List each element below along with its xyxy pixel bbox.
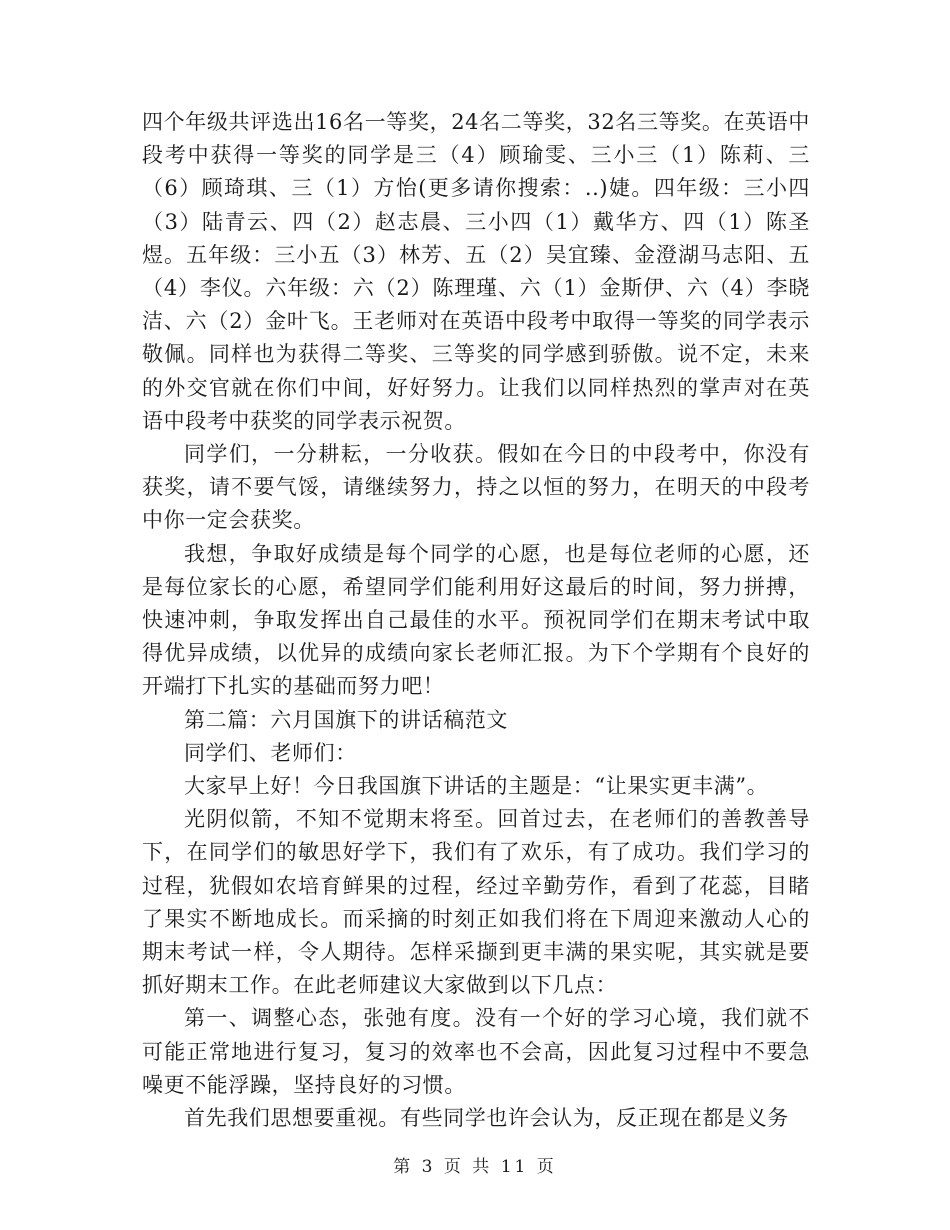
paragraph-first-of-all: 首先我们思想要重视。有些同学也许会认为，反正现在都是义务: [184, 1106, 789, 1131]
salutation: 同学们、老师们：: [184, 740, 357, 765]
paragraph-wish: 我想，争取好成绩是每个同学的心愿，也是每位老师的心愿，还是每位家长的心愿，希望同学们能利用好这最后的时间，努力拼搏，快速冲刺，争取发挥出自己最佳的水平。预祝同学们在期末考试中取得优异成绩，以优异的成绩向家长老师汇报。为下个学期有个良好的开端打下扎实的基础而努力吧！: [142, 541, 810, 699]
paragraph-greeting: 大家早上好！今日我国旗下讲话的主题是：“让果实更丰满”。: [184, 774, 769, 799]
paragraph-award-list: 四个年级共评选出16名一等奖，24名二等奖，32名三等奖。在英语中段考中获得一等奖的同学是三（4）顾瑜雯、三小三（1）陈莉、三（6）顾琦琪、三（1）方怡(更多请你搜索：..)婕。四年级：三小四（3）陆青云、四（2）赵志晨、三小四（1）戴华方、四（1）陈圣煜。五年级：三小五（3）林芳、五（2）吴宜臻、金澄湖马志阳、五（4）李仪。六年级：六（2）陈理瑾、六（1）金斯伊、六（4）李晓洁、六（2）金叶飞。王老师对在英语中段考中取得一等奖的同学表示敬佩。同样也为获得二等奖、三等奖的同学感到骄傲。说不定，未来的外交官就在你们中间，好好努力。让我们以同样热烈的掌声对在英语中段考中获奖的同学表示祝贺。: [142, 110, 810, 433]
paragraph-time-flies: 光阴似箭，不知不觉期末将至。回首过去，在老师们的善教善导下，在同学们的敏思好学下，我们有了欢乐，有了成功。我们学习的过程，犹假如农培育鲜果的过程，经过辛勤劳作，看到了花蕊，目睹了果实不断地成长。而采摘的时刻正如我们将在下周迎来激动人心的期末考试一样，令人期待。怎样采撷到更丰满的果实呢，其实就是要抓好期末工作。在此老师建议大家做到以下几点：: [142, 807, 810, 998]
paragraph-point-one: 第一、调整心态，张弛有度。没有一个好的学习心境，我们就不可能正常地进行复习，复习的效率也不会高，因此复习过程中不要急噪更不能浮躁，坚持良好的习惯。: [142, 1006, 810, 1097]
document-body: [142, 106, 810, 1135]
section-heading: 第二篇：六月国旗下的讲话稿范文: [184, 707, 508, 732]
page-footer: 第 3 页 共 11 页: [393, 1157, 557, 1177]
paragraph-effort: 同学们，一分耕耘，一分收获。假如在今日的中段考中，你没有获奖，请不要气馁，请继续努力，持之以恒的努力，在明天的中段考中你一定会获奖。: [142, 442, 810, 533]
